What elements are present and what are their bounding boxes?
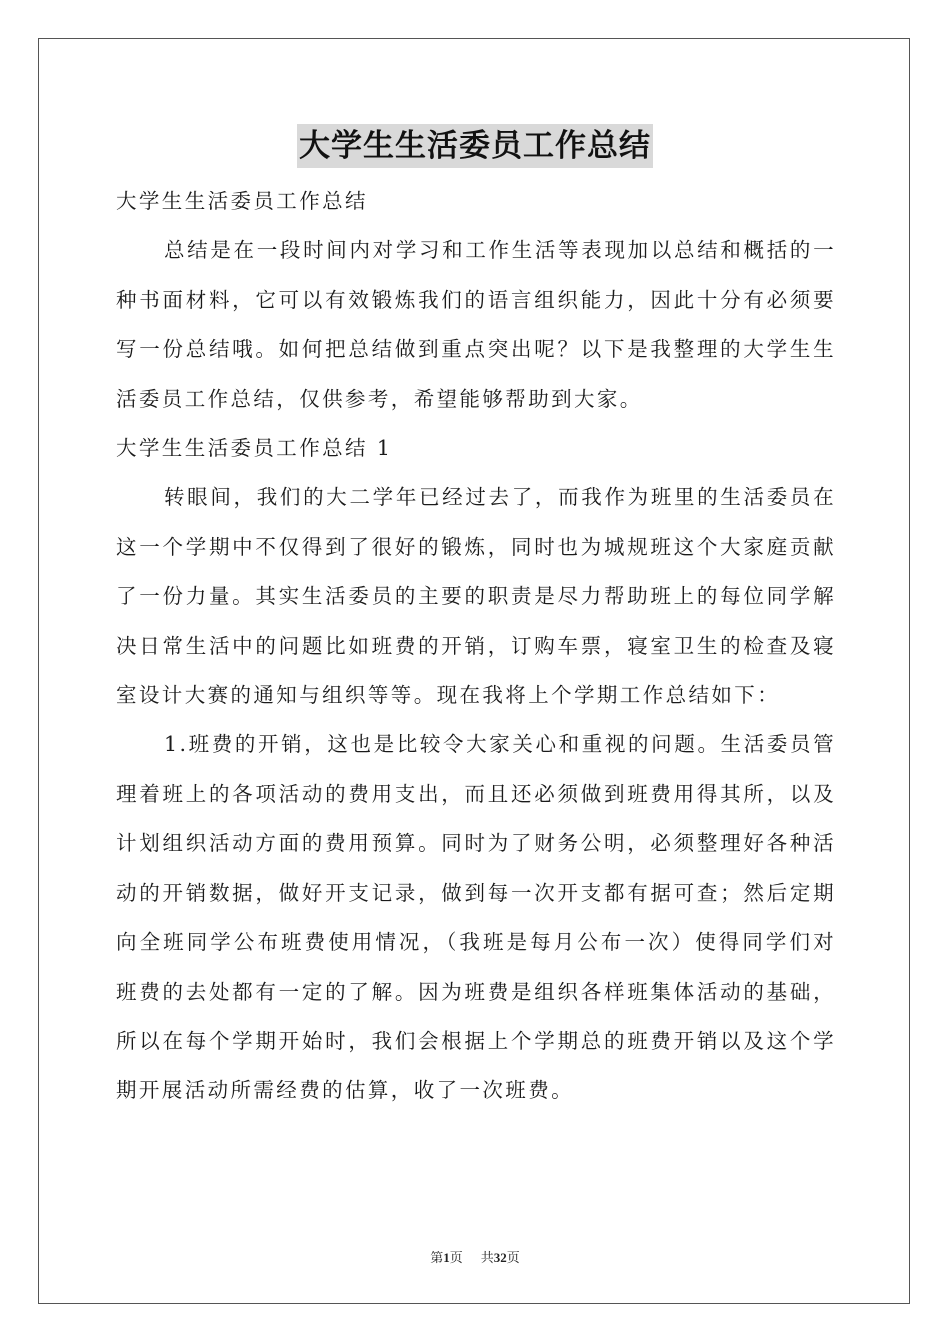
- document-body: [116, 177, 836, 1116]
- total-pages: 32: [493, 1250, 507, 1265]
- section-heading: 大学生生活委员工作总结 1: [116, 436, 393, 461]
- total-prefix: 共: [480, 1250, 494, 1265]
- document-title: 大学生生活委员工作总结: [297, 124, 653, 168]
- body-paragraph: 1.班费的开销，这也是比较令大家关心和重视的问题。生活委员管理着班上的各项活动的费用支出，而且还必须做到班费用得其所，以及计划组织活动方面的费用预算。同时为了财务公明，必须整理好各种活动的开销数据，做好开支记录，做到每一次开支都有据可查；然后定期向全班同学公布班费使用情况，（我班是每月公布一次）使得同学们对班费的去处都有一定的了解。因为班费是组织各样班集体活动的基础，所以在每个学期开始时，我们会根据上个学期总的班费开销以及这个学期开展活动所需经费的估算，收了一次班费。: [116, 732, 836, 1103]
- page-prefix: 第: [430, 1250, 444, 1265]
- intro-paragraph: 总结是在一段时间内对学习和工作生活等表现加以总结和概括的一种书面材料，它可以有效锻炼我们的语言组织能力，因此十分有必须要写一份总结哦。如何把总结做到重点突出呢？以下是我整理的大学生生活委员工作总结，仅供参考，希望能够帮助到大家。: [116, 238, 836, 411]
- page-number: 1: [443, 1250, 450, 1265]
- total-suffix: 页: [506, 1250, 520, 1265]
- subtitle-paragraph: 大学生生活委员工作总结: [116, 189, 368, 213]
- page-suffix: 页: [449, 1250, 463, 1265]
- body-paragraph: 转眼间，我们的大二学年已经过去了，而我作为班里的生活委员在这一个学期中不仅得到了很好的锻炼，同时也为城规班这个大家庭贡献了一份力量。其实生活委员的主要的职责是尽力帮助班上的每位同学解决日常生活中的问题比如班费的开销，订购车票，寝室卫生的检查及寝室设计大赛的通知与组织等等。现在我将上个学期工作总结如下：: [116, 485, 836, 708]
- title-container: [0, 124, 950, 168]
- page-footer: [0, 1247, 950, 1266]
